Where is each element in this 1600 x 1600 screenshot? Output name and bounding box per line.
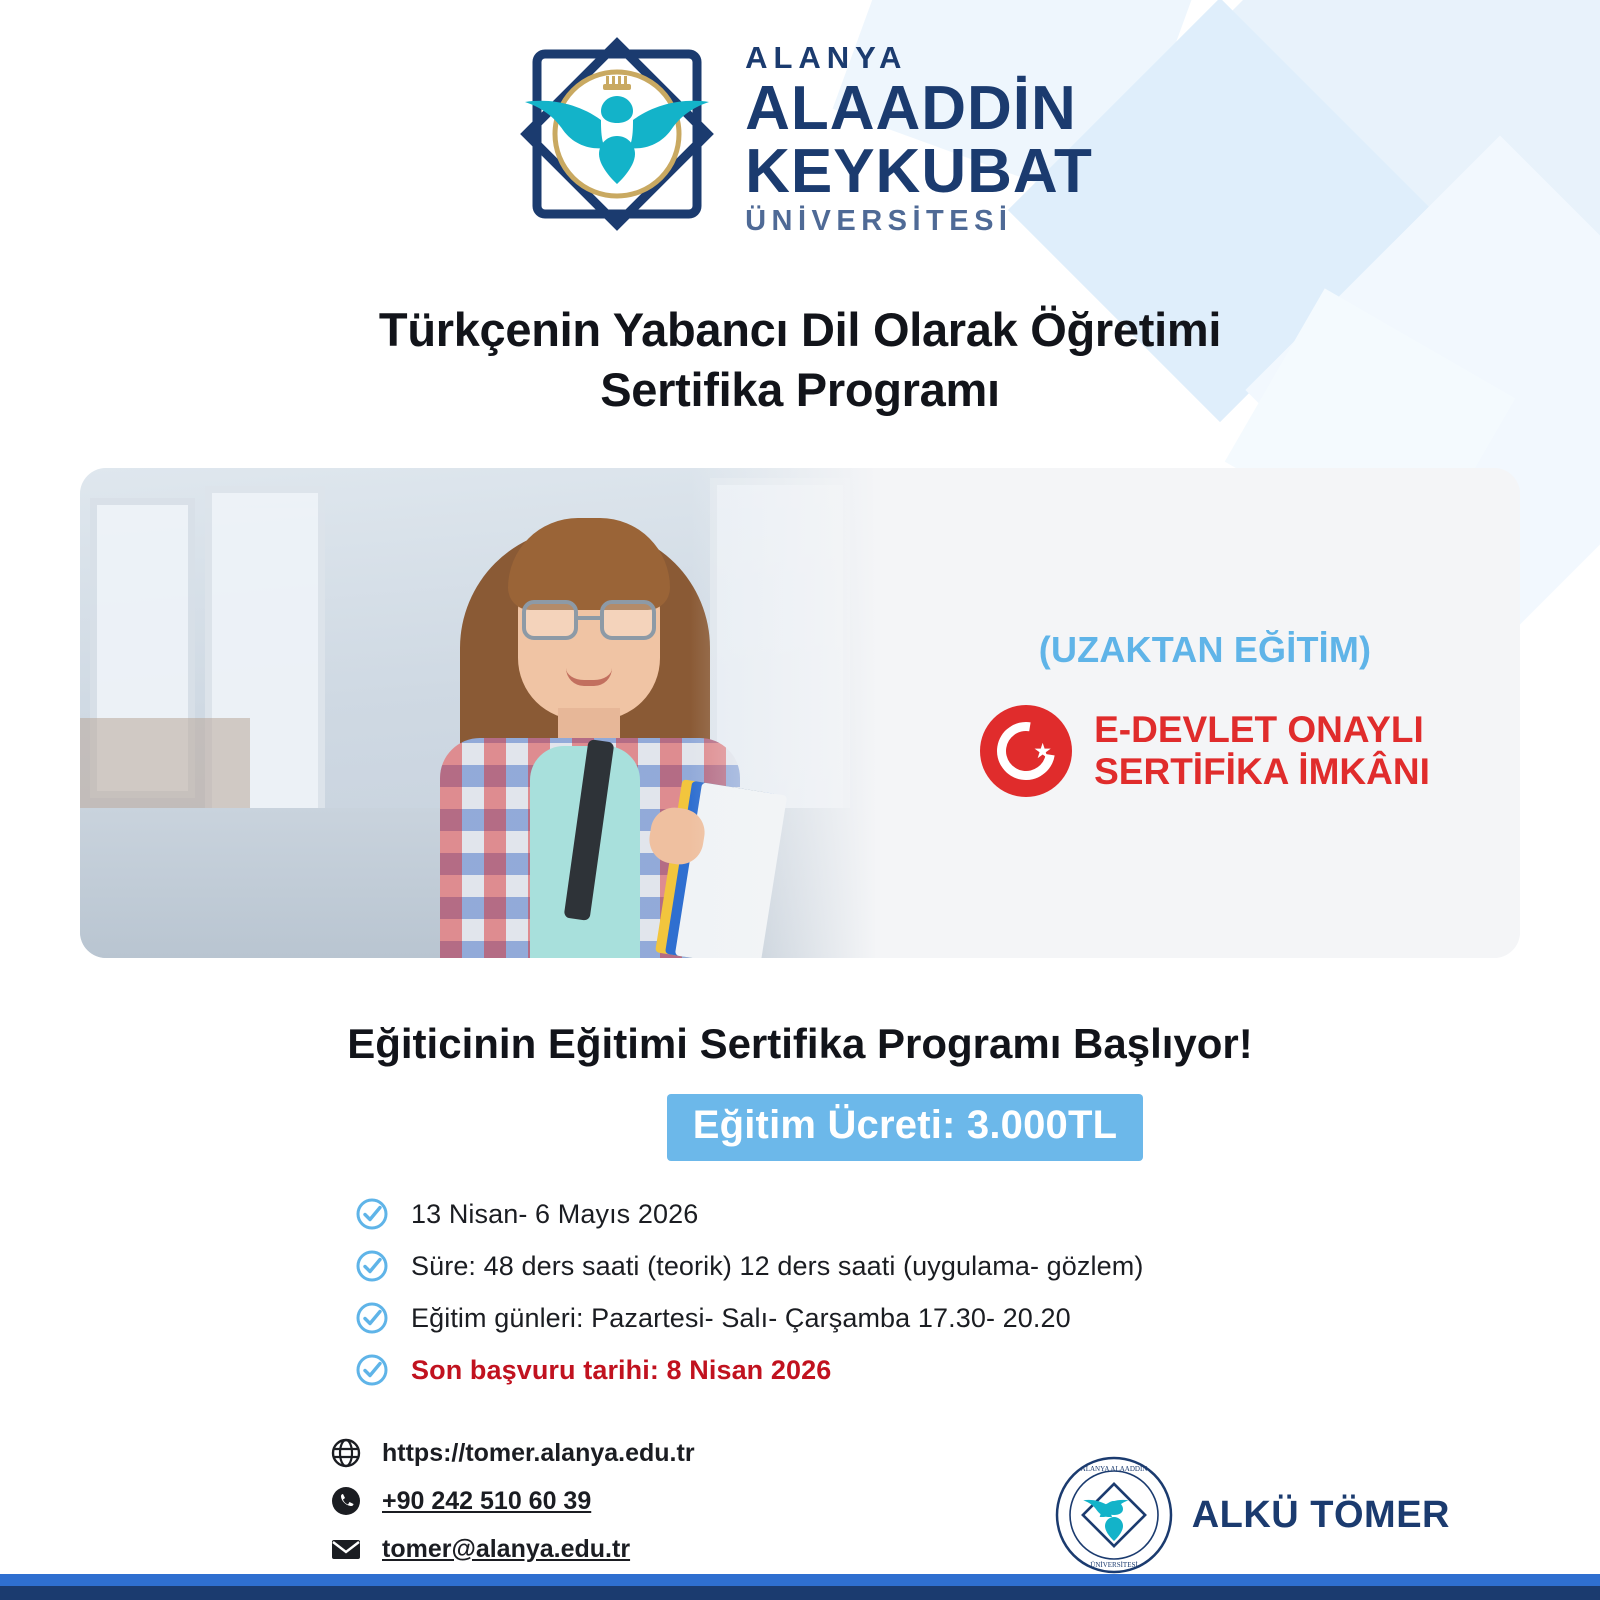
contact-section	[0, 1437, 1600, 1575]
logo-line-alanya: ALANYA	[745, 39, 908, 75]
edevlet-line-1: E-DEVLET ONAYLI	[1094, 709, 1424, 751]
svg-text:ÜNİVERSİTESİ: ÜNİVERSİTESİ	[1089, 1561, 1138, 1570]
logo-line-keykubat: KEYKUBAT	[745, 137, 1093, 206]
student-photo	[80, 468, 910, 958]
contact-list	[330, 1437, 695, 1565]
turkish-flag-crescent-icon	[980, 705, 1072, 797]
tomer-name-label: ALKÜ TÖMER	[1191, 1493, 1450, 1536]
delivery-mode-label: (UZAKTAN EĞİTİM)	[1038, 629, 1372, 671]
envelope-icon	[330, 1533, 362, 1565]
crescent-shape	[986, 711, 1067, 792]
check-circle-icon	[355, 1353, 389, 1387]
university-emblem-icon	[507, 24, 727, 254]
university-logo-header	[0, 0, 1600, 254]
hair-top	[508, 518, 670, 610]
check-circle-icon	[355, 1197, 389, 1231]
glasses-lens-right	[600, 600, 656, 640]
hero-banner	[80, 468, 1520, 958]
phone-icon	[330, 1485, 362, 1517]
check-circle-icon	[355, 1249, 389, 1283]
glasses-lens-left	[522, 600, 578, 640]
contact-email[interactable]	[330, 1533, 695, 1565]
check-circle-icon	[355, 1301, 389, 1335]
list-item	[355, 1301, 1600, 1335]
edevlet-certificate-badge	[980, 705, 1430, 797]
edevlet-line-2: SERTİFİKA İMKÂNI	[1094, 751, 1430, 793]
page-title	[0, 300, 1600, 420]
list-item-label: Eğitim günleri: Pazartesi- Salı- Çarşamba 17.30- 20.20	[411, 1302, 1071, 1333]
section-heading: Eğiticinin Eğitimi Sertifika Programı Başlıyor!	[347, 1020, 1253, 1068]
page-title-line-1: Türkçenin Yabancı Dil Olarak Öğretimi	[378, 303, 1222, 356]
globe-icon	[330, 1437, 362, 1469]
footer-bar	[0, 1574, 1600, 1600]
hero-info-panel	[910, 468, 1520, 958]
list-item	[355, 1249, 1600, 1283]
contact-phone[interactable]	[330, 1485, 695, 1517]
phone-label: +90 242 510 60 39	[382, 1486, 592, 1515]
website-label: https://tomer.alanya.edu.tr	[382, 1438, 695, 1467]
university-wordmark	[745, 39, 1093, 238]
glasses-icon	[522, 600, 656, 640]
contact-website[interactable]	[330, 1437, 695, 1469]
program-details-list	[355, 1197, 1600, 1387]
tomer-branding	[1054, 1437, 1450, 1575]
email-label: tomer@alanya.edu.tr	[382, 1534, 631, 1563]
list-item-deadline	[355, 1353, 1600, 1387]
edevlet-certificate-text	[1094, 709, 1430, 793]
photo-fade-overlay	[690, 468, 910, 958]
svg-text:ALANYA ALAADDİN: ALANYA ALAADDİN	[1080, 1465, 1148, 1474]
logo-line-universitesi: ÜNİVERSİTESİ	[745, 205, 1013, 238]
list-item-label: 13 Nisan- 6 Mayıs 2026	[411, 1198, 699, 1229]
price-badge: Eğitim Ücreti: 3.000TL	[667, 1094, 1144, 1161]
price-row	[0, 1094, 1600, 1161]
page-title-line-2: Sertifika Programı	[600, 363, 1000, 417]
list-item-label: Süre: 48 ders saati (teorik) 12 ders saati (uygulama- gözlem)	[411, 1250, 1144, 1281]
tomer-seal-icon	[1054, 1455, 1174, 1575]
deadline-label: Son başvuru tarihi: 8 Nisan 2026	[411, 1354, 832, 1385]
glasses-bridge	[578, 616, 600, 620]
list-item	[355, 1197, 1600, 1231]
footer-bar-inner	[0, 1586, 1600, 1600]
star-shape: ★	[1033, 740, 1053, 764]
logo-line-alaaddin: ALAADDİN	[745, 73, 1077, 143]
